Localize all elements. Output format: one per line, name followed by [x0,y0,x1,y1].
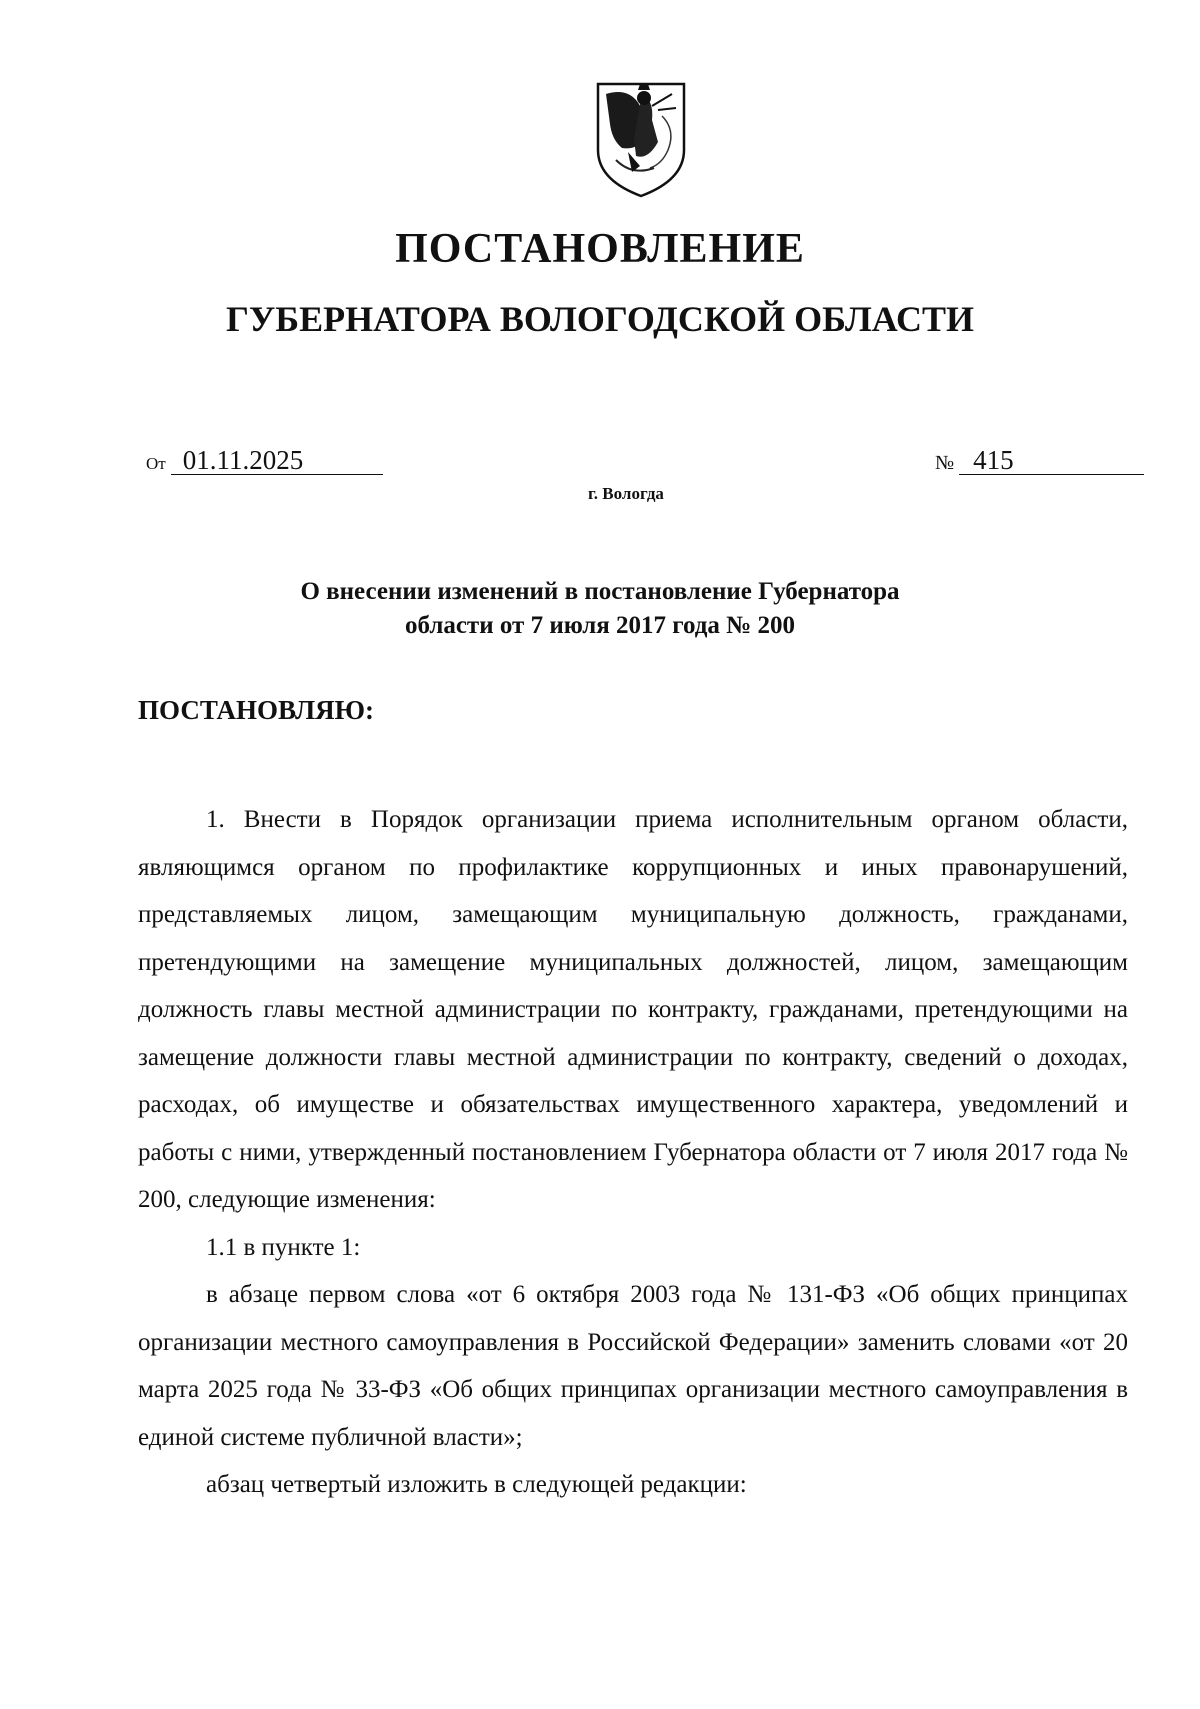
date-field [146,446,383,475]
document-subtitle: ГУБЕРНАТОРА ВОЛОГОДСКОЙ ОБЛАСТИ [225,299,975,339]
subject-line-2: области от 7 июля 2017 года № 200 [404,612,796,639]
paragraph: в абзаце первом слова «от 6 октября 2003 года № 131-ФЗ «Об общих принципах организации местного самоуправления в Российской Федерации» заменить словами «от 20 марта 2025 года № 33-ФЗ «Об общих принципах организации местного самоуправления в единой системе публичной власти»; [138,1281,1128,1451]
document-title: ПОСТАНОВЛЕНИЕ [395,226,805,272]
number-value: 415 [959,446,1144,475]
paragraph: 1. Внести в Порядок организации приема исполнительным органом области, являющимся органом по профилактике коррупционных и иных правонарушений, представляемых лицом, замещающим муниципальную должность, гражданами, претендующими на замещение муниципальных должностей, лицом, замещающим должность главы местной администрации по контракту, гражданами, претендующими на замещение должности главы местной администрации по контракту, сведений о доходах, расходах, об имуществе и обязательствах имущественного характера, уведомлений и работы с ними, утвержденный постановлением Губернатора области от 7 июля 2017 года № 200, следующие изменения: [138,806,1128,1213]
document-body [138,796,1128,1509]
paragraph: абзац четвертый изложить в следующей редакции: [206,1471,747,1498]
date-label: От [146,454,166,473]
city-label: г. Вологда [588,484,664,503]
paragraph: 1.1 в пункте 1: [206,1233,361,1261]
decree-heading: ПОСТАНОВЛЯЮ: [138,695,374,725]
subject-line-1: О внесении изменений в постановление Губернатора [300,578,900,605]
coat-of-arms-icon [592,80,690,200]
document-subject [0,575,1200,643]
date-value: 01.11.2025 [171,446,383,475]
number-label: № [935,452,955,474]
number-field [935,446,1144,475]
